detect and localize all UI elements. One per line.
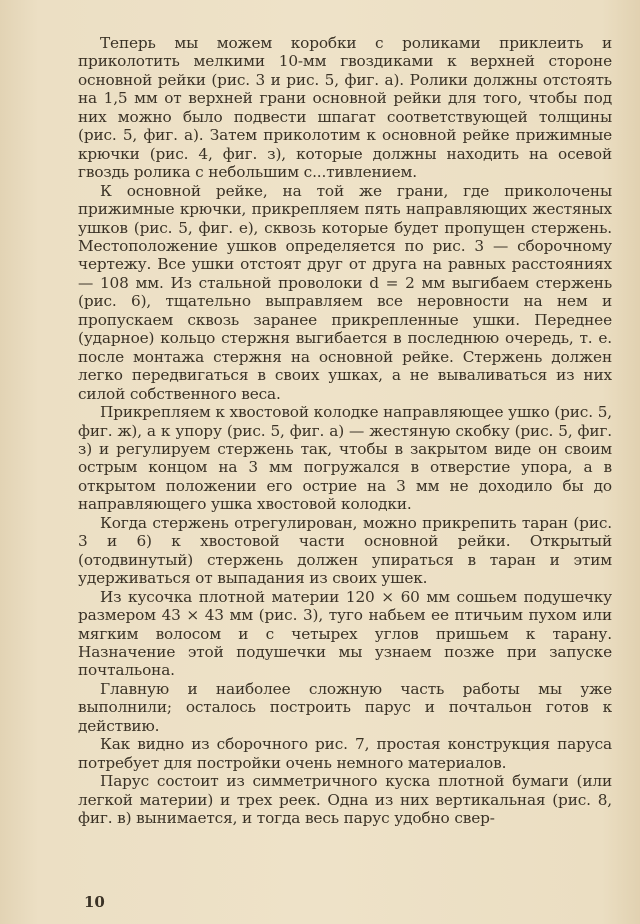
paragraph-8: Парус состоит из симметричного куска плотной бумаги (или легкой материи) и трех реек. Одна из них вертикальная (рис. 8, фиг. в) вынимается, и тогда весь парус удобно свер- [78, 772, 612, 828]
paragraph-1: Теперь мы можем коробки с роликами приклеить и приколотить мелкими 10-мм гвоздиками к верхней стороне основной рейки (рис. 3 и рис. 5, фиг. а). Ролики должны отстоять на 1,5 мм от верхней грани основной рейки для того, чтобы под них можно было подвести шпагат соответствующей толщины (рис. 5, фиг. а). Затем приколотим к основной рейке прижимные крючки (рис. 4, фиг. з), которые должны находить на осевой гвоздь ролика с небольшим с...тивлением. [78, 34, 612, 182]
body-text [78, 34, 612, 827]
paragraph-4: Когда стержень отрегулирован, можно прикрепить таран (рис. 3 и 6) к хвостовой части основной рейки. Открытый (отодвинутый) стержень должен упираться в таран и этим удерживаться от выпадания из своих ушек. [78, 513, 612, 588]
paragraph-2: К основной рейке, на той же грани, где приколочены прижимные крючки, прикрепляем пять направляющих жестяных ушков (рис. 5, фиг. е), сквозь которые будет пропущен стержень. Местоположение ушков определяется по рис. 3 — сборочному чертежу. Все ушки отстоят друг от друга на равных расстояниях — 108 мм. Из стальной проволоки d = 2 мм выгибаем стержень (рис. 6), тщательно выправляем все неровности на нем и пропускаем сквозь заранее прикрепленные ушки. Переднее (ударное) кольцо стержня выгибается в последнюю очередь, т. е. после монтажа стержня на основной рейке. Стержень должен легко передвигаться в своих ушках, а не вываливаться из них силой собственного веса. [78, 181, 612, 403]
paragraph-6: Главную и наиболее сложную часть работы мы уже выполнили; осталось построить парус и почтальон готов к действию. [78, 679, 612, 735]
page-number: 10 [84, 893, 105, 911]
paragraph-7: Как видно из сборочного рис. 7, простая конструкция паруса потребует для постройки очень немного материалов. [78, 735, 612, 772]
paragraph-5: Из кусочка плотной материи 120 × 60 мм сошьем подушечку размером 43 × 43 мм (рис. 3), туго набьем ее птичьим пухом или мягким волосом и с четырех углов пришьем к тарану. Назначение этой подушечки мы узнаем позже при запуске почтальона. [78, 587, 612, 680]
paragraph-3: Прикрепляем к хвостовой колодке направляющее ушко (рис. 5, фиг. ж), а к упору (рис. 5, фиг. а) — жестяную скобку (рис. 5, фиг. з) и регулируем стержень так, чтобы в закрытом виде он своим острым концом на 3 мм погружался в отверстие упора, а в открытом положении его острие на 3 мм не доходило бы до направляющего ушка хвостовой колодки. [78, 403, 612, 514]
